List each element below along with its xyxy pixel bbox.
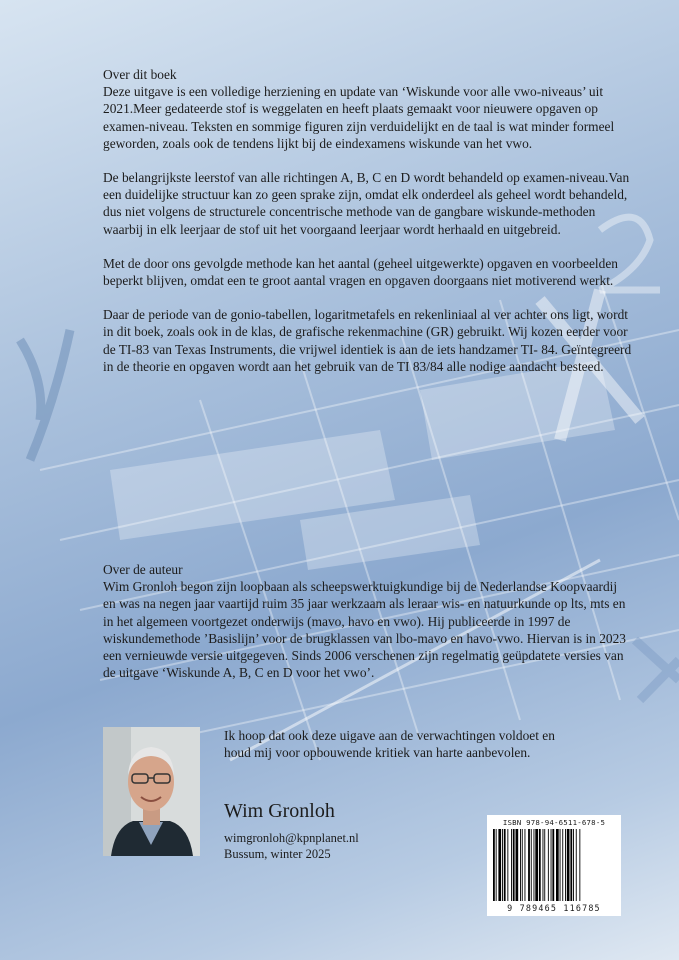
barcode-bar (493, 829, 495, 901)
barcode-bar (544, 829, 545, 901)
barcode-bar (570, 829, 572, 901)
about-book-section (103, 66, 633, 392)
barcode-bar (520, 829, 521, 901)
barcode-bar (525, 829, 526, 901)
barcode-bar (511, 829, 512, 901)
barcode-bar (531, 829, 532, 901)
barcode-bar (516, 829, 519, 901)
about-book-paragraph-3: Met de door ons gevolgde methode kan het aantal (geheel uitgewerkte) opgaven en voorbeelden beperkt blijven, omdat een te groot aantal vragen en opgaven doorgaans niet motiverend werkt. (103, 255, 618, 289)
barcode-bar (513, 829, 515, 901)
barcode-bar (560, 829, 561, 901)
barcode-bar (562, 829, 563, 901)
barcode-bar (528, 829, 530, 901)
barcode-bar (565, 829, 566, 901)
about-book-heading: Over dit boek (103, 67, 177, 82)
about-author-heading: Over de auteur (103, 562, 183, 577)
barcode-bar (556, 829, 559, 901)
barcode-bar (576, 829, 577, 901)
barcode-bar (502, 829, 503, 901)
closing-text: Ik hoop dat ook deze uigave aan de verwachtingen voldoet en houd mij voor opbouwende kritiek van harte aanbevolen. (224, 728, 555, 761)
about-author-section (103, 561, 633, 698)
about-author-paragraph: Wim Gronloh begon zijn loopbaan als scheepswerktuigkundige bij de Nederlandse Koopvaardij en was na negen jaar vaartijd ruim 35 jaar werkzaam als leraar wis- en natuurkunde op lts, mts en in het algemeen voortgezet onderwijs (mavo, havo en vwo). Hij publiceerde in 1997 de wiskundemethode ’Basislijn’ voor de brugklassen van lbo-mavo en havo-vwo. Hiervan is in 2023 een vernieuwde versie uitgegeven. Sinds 2006 verschenen zijn regelmatig geüpdatete versies van de uitgave ‘Wiskunde A, B, C en D voor het vwo’. (103, 579, 626, 681)
barcode-bar (579, 829, 580, 901)
barcode-bar (507, 829, 508, 901)
barcode-bar (551, 829, 552, 901)
about-book-paragraph-4: Daar de periode van de gonio-tabellen, logaritmetafels en rekenliniaal al ver achter ons ligt, wordt in dit boek, zoals ook in de klas, de grafische rekenmachine (GR) gebruikt. Wij kozen eerder voor de TI-83 van Texas Instruments, die vrijwel identiek is aan de iets handzamer TI- 84. Geïntegreerd in de theorie en opgaven wordt aan het gebruik van de TI 83/84 alle nodige aandacht besteed. (103, 307, 632, 374)
author-photo (103, 727, 200, 856)
barcode-bar (539, 829, 541, 901)
barcode-bars (492, 829, 616, 901)
barcode-bar (498, 829, 501, 901)
barcode-bar (543, 829, 544, 901)
isbn-barcode (487, 815, 621, 916)
barcode-bar (573, 829, 574, 901)
barcode-bar (535, 829, 538, 901)
barcode-bar (552, 829, 554, 901)
barcode-bar (496, 829, 497, 901)
about-book-paragraph-1: Deze uitgave is een volledige herziening en update van ‘Wiskunde voor alle vwo-niveaus’ uit 2021.Meer gedateerde stof is weggelaten en heeft plaats gemaakt voor nieuwere opgaven op examen-niveau. Teksten en sommige figuren zijn verduidelijkt en de taal is wat minder formeel geworden, zoals ook de tendens lijkt bij de eindexamens wiskunde van het vwo. (103, 84, 615, 151)
author-place-date: Bussum, winter 2025 (224, 847, 331, 861)
author-email: wimgronloh@kpnplanet.nl (224, 831, 359, 845)
author-name: Wim Gronloh (224, 800, 335, 822)
about-book-paragraph-2: De belangrijkste leerstof van alle richtingen A, B, C en D wordt behandeld op examen-niveau.Van een duidelijke structuur kan zo geen sprake zijn, omdat elk onderdeel als geheel wordt behandeld, dus niet volgens de structurele concentrische methode van de gangbare wiskunde-methoden waarbij in elk leerjaar de stof uit het voorgaand leerjaar wordt herhaald en uitgebreid. (103, 170, 630, 237)
barcode-bar (548, 829, 549, 901)
barcode-bar (504, 829, 506, 901)
isbn-label: ISBN 978-94-6511-678-5 (502, 818, 606, 827)
barcode-bar (534, 829, 535, 901)
barcode-bar (567, 829, 570, 901)
barcode-bar (522, 829, 523, 901)
barcode-digits: 9 789465 116785 (507, 903, 601, 913)
